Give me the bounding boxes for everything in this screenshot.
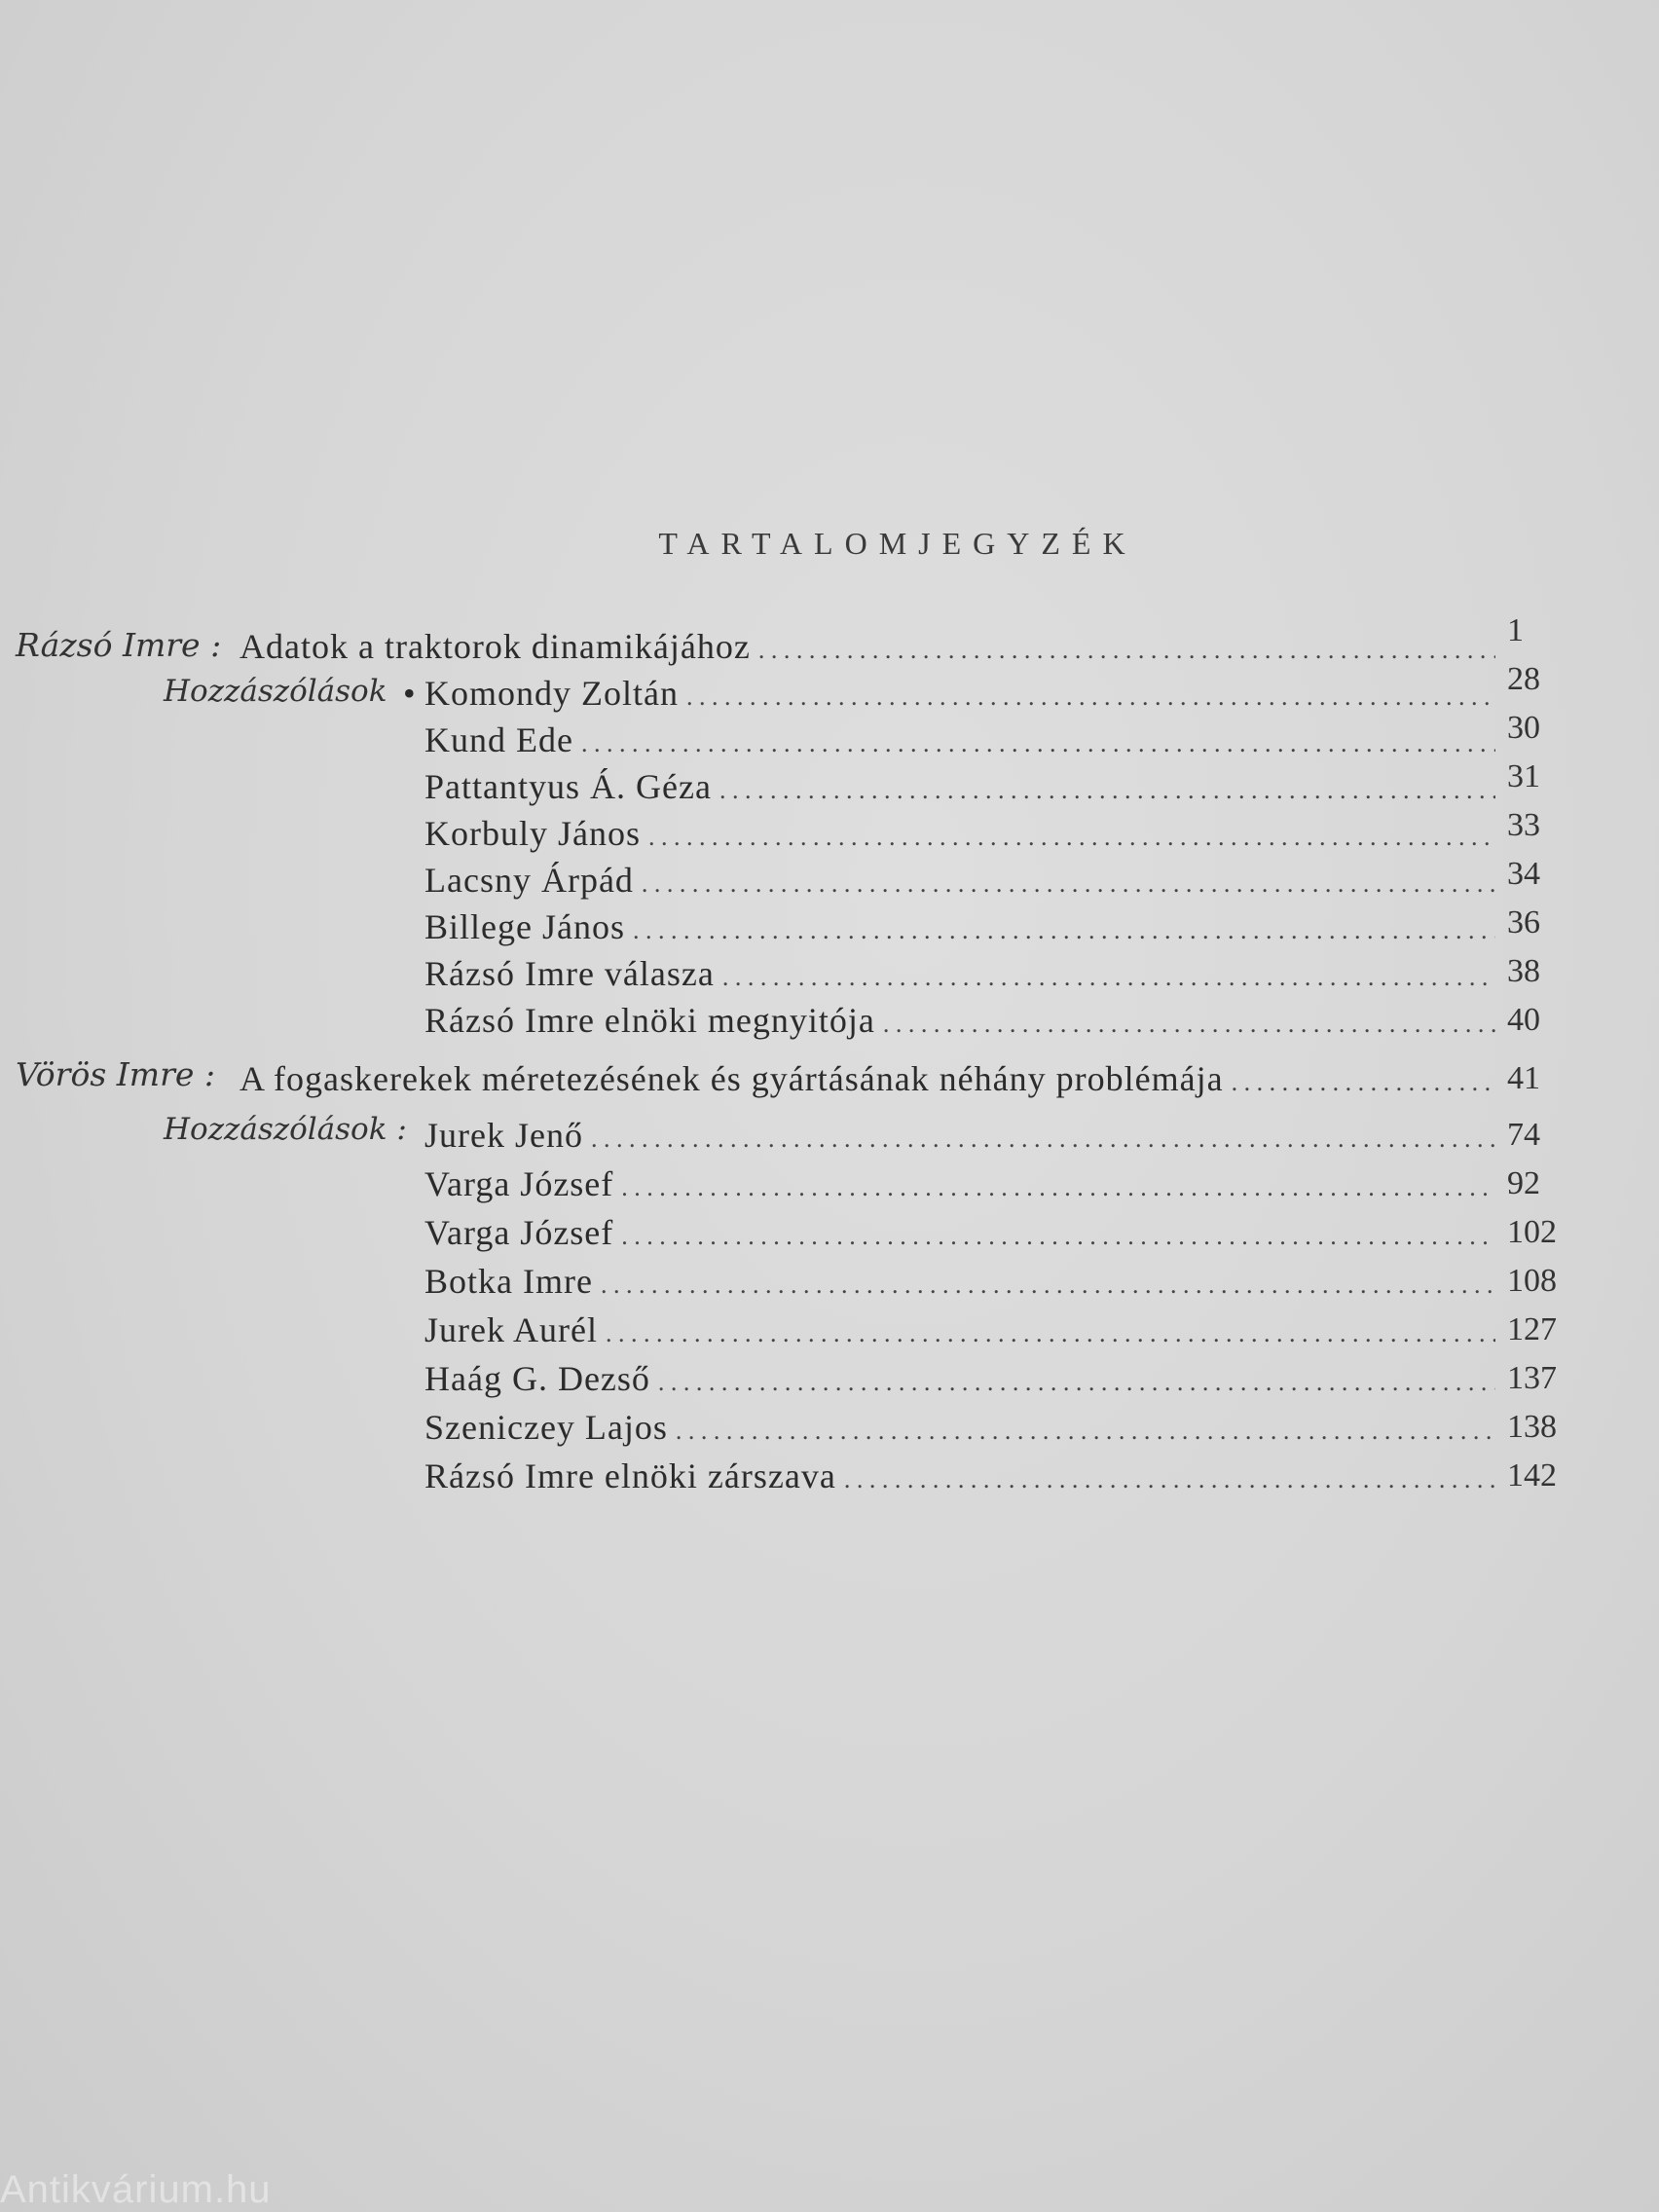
entry-title: Varga József	[424, 1213, 614, 1252]
page-number: 41	[1507, 1060, 1540, 1096]
entry-title: Pattantyus Á. Géza	[424, 767, 712, 806]
dot-leader	[633, 907, 1495, 954]
entry-title: Adatok a traktorok dinamikájához	[240, 627, 751, 666]
page-number: 127	[1507, 1311, 1557, 1347]
toc-entry	[424, 1355, 1503, 1402]
page-number: 28	[1507, 661, 1540, 697]
toc-entry	[424, 950, 1503, 997]
page-number: 40	[1507, 1002, 1540, 1038]
dot-leader	[621, 1213, 1495, 1260]
entry-title: Rázsó Imre válasza	[424, 954, 715, 993]
toc-entry	[424, 670, 1503, 717]
dot-leader	[844, 1456, 1495, 1503]
entry-title: Rázsó Imre elnöki zárszava	[424, 1456, 836, 1495]
watermark: Antikvárium.hu	[0, 2168, 272, 2211]
toc-entry	[424, 717, 1503, 763]
page-number: 92	[1507, 1165, 1540, 1201]
entry-title: Komondy Zoltán	[424, 674, 679, 713]
page-number: 102	[1507, 1214, 1557, 1250]
toc-entry	[424, 1161, 1503, 1207]
entry-title: Varga József	[424, 1164, 614, 1203]
toc-entry	[424, 1453, 1503, 1499]
entry-title: Kund Ede	[424, 720, 573, 759]
dot-leader	[1232, 1059, 1495, 1106]
dot-leader	[601, 1262, 1495, 1309]
dot-leader	[676, 1408, 1495, 1455]
toc-entry	[424, 903, 1503, 950]
dot-leader	[621, 1164, 1495, 1211]
dot-leader	[648, 814, 1495, 861]
toc-entry	[240, 623, 1503, 670]
dot-leader	[722, 954, 1495, 1001]
toc-entry	[424, 1209, 1503, 1256]
page-number: 1	[1507, 612, 1524, 648]
dot-leader	[581, 720, 1495, 767]
page-number: 38	[1507, 953, 1540, 989]
toc-entry	[424, 1307, 1503, 1353]
page-number: 36	[1507, 904, 1540, 940]
entry-title: Billege János	[424, 907, 625, 946]
toc-entry	[424, 997, 1503, 1044]
dot-leader	[883, 1001, 1495, 1048]
comments-label: Hozzászólások	[164, 674, 387, 709]
page-number: 142	[1507, 1457, 1557, 1493]
comments-label: Hozzászólások :	[164, 1112, 407, 1147]
toc-entry	[424, 1112, 1503, 1159]
page-number: 108	[1507, 1263, 1557, 1299]
entry-title: Jurek Aurél	[424, 1310, 598, 1349]
bullet-dot: •	[403, 674, 416, 713]
dot-leader	[591, 1116, 1495, 1162]
dot-leader	[606, 1310, 1495, 1357]
toc-entry	[424, 763, 1503, 810]
page-number: 34	[1507, 856, 1540, 892]
dot-leader	[686, 674, 1495, 720]
dot-leader	[719, 767, 1495, 814]
entry-title: Szeniczey Lajos	[424, 1408, 668, 1447]
section-author: Vörös Imre :	[16, 1055, 215, 1093]
entry-title: Botka Imre	[424, 1262, 593, 1301]
page-number: 137	[1507, 1360, 1557, 1396]
entry-title: A fogaskerekek méretezésének és gyártásának néhány problémája	[240, 1059, 1224, 1098]
dot-leader	[758, 627, 1495, 674]
page-number: 74	[1507, 1117, 1540, 1153]
entry-title: Jurek Jenő	[424, 1116, 583, 1155]
page-number: 33	[1507, 807, 1540, 843]
toc-entry	[424, 1404, 1503, 1451]
page-number: 138	[1507, 1409, 1557, 1445]
dot-leader	[658, 1359, 1495, 1406]
entry-title: Korbuly János	[424, 814, 641, 853]
dot-leader	[642, 861, 1495, 907]
toc-entry	[424, 810, 1503, 857]
toc-entry	[424, 857, 1503, 903]
section-author: Rázsó Imre :	[16, 626, 222, 664]
page-title: TARTALOMJEGYZÉK	[658, 526, 1137, 561]
entry-title: Lacsny Árpád	[424, 861, 634, 900]
entry-title: Haág G. Dezső	[424, 1359, 650, 1398]
entry-title: Rázsó Imre elnöki megnyitója	[424, 1001, 875, 1040]
toc-entry	[424, 1258, 1503, 1305]
page-number: 31	[1507, 758, 1540, 794]
toc-entry	[240, 1055, 1503, 1102]
page-number: 30	[1507, 710, 1540, 746]
